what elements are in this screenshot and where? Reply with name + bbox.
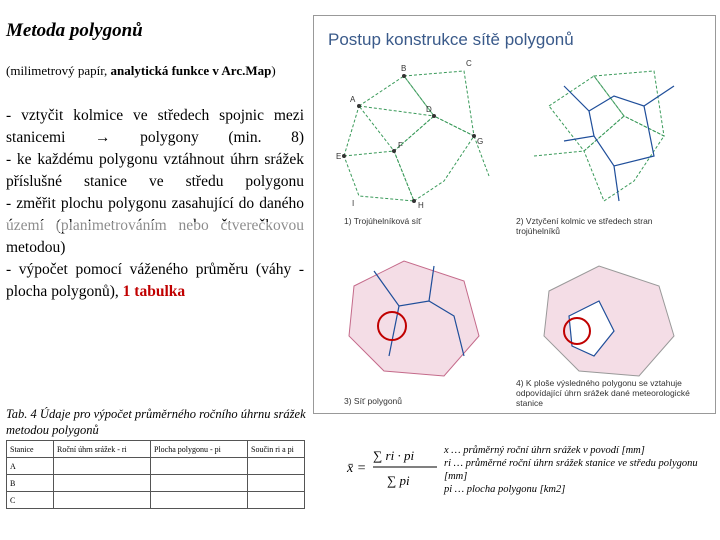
panel-4-polygon: [544, 266, 674, 376]
bullet-4: [6, 259, 304, 303]
table-row: [7, 492, 305, 509]
legend-x: x … průměrný roční úhrn srážek v povodí [mm]: [444, 445, 645, 456]
bullet-4-text: - výpočet pomocí váženého průměru (váhy - plocha polygonů),: [6, 261, 304, 300]
weighted-mean-formula: [345, 440, 440, 500]
table-row: [7, 475, 305, 492]
header-stanice: Stanice: [7, 441, 54, 458]
panel-1-triangles: [344, 71, 489, 201]
formula-denominator: ∑ pi: [387, 473, 410, 488]
label-h: H: [418, 201, 424, 210]
panel-2-perpendiculars: [564, 86, 674, 201]
header-rocni-uhrn: Roční úhrn srážek - ri: [54, 441, 151, 458]
formula-legend: [444, 444, 714, 496]
cell-station: B: [7, 475, 54, 492]
cell-station: C: [7, 492, 54, 509]
header-soucin: Součin ri a pi: [248, 441, 305, 458]
bullet-1: - vztyčit kolmice ve středech spojnic mezi stanicemi → polygony (min. 8): [6, 107, 304, 146]
panel-2-label: 2) Vztyčení kolmic ve středech stran trojúhelníků: [516, 216, 653, 236]
panel-3-network: [349, 261, 479, 376]
cell-station: A: [7, 458, 54, 475]
subtitle-bold: analytická funkce v Arc.Map: [110, 63, 272, 78]
label-g: G: [477, 137, 484, 146]
panel-4-label: 4) K ploše výsledného polygonu se vztahuje odpovídající úhrn srážek dané meteorologické stanice: [516, 378, 690, 408]
panel-1-label: 1) Trojúhelníková síť: [344, 216, 422, 226]
panel-2-triangles: [534, 71, 664, 201]
bullet-list: [6, 105, 304, 303]
legend-ri: ri … průměrné roční úhrn srážek stanice ve středu polygonu [mm]: [444, 458, 698, 482]
label-a: A: [350, 95, 356, 104]
legend-pi: pi … plocha polygonu [km2]: [444, 484, 566, 495]
data-table: [6, 440, 305, 509]
table-caption: Tab. 4 Údaje pro výpočet průměrného ročního úhrnu srážek metodou polygonů: [6, 407, 306, 437]
bullet-4-highlight: 1 tabulka: [122, 283, 186, 300]
bullet-3: - změřit plochu polygonu zasahující do daného metodou): [6, 195, 304, 256]
label-e: E: [336, 152, 342, 161]
label-d: D: [426, 105, 432, 114]
figure-title: Postup konstrukce sítě polygonů: [328, 30, 574, 49]
page-title: Metoda polygonů: [6, 20, 143, 41]
subtitle-post: ): [271, 63, 276, 78]
table-header-row: [7, 441, 305, 458]
fade-band: [0, 222, 320, 232]
label-b: B: [401, 64, 407, 73]
figure-diagrams: [314, 16, 715, 413]
label-c: C: [466, 59, 472, 68]
label-f: F: [398, 141, 403, 150]
formula-lhs: x̄ =: [347, 461, 367, 476]
formula-numerator: ∑ ri · pi: [373, 448, 415, 463]
subtitle-pre: (milimetrový papír,: [6, 63, 111, 78]
table-row: [7, 458, 305, 475]
panel-3-label: 3) Síť polygonů: [344, 396, 403, 406]
bullet-2: - ke každému polygonu vztáhnout úhrn srážek příslušné stanice ve středu polygonu: [6, 151, 304, 190]
subtitle: [6, 63, 276, 79]
header-plocha: Plocha polygonu - pi: [151, 441, 248, 458]
polygon-figure: [313, 15, 716, 414]
label-i: I: [352, 199, 355, 208]
formula-graphic: [345, 440, 440, 495]
